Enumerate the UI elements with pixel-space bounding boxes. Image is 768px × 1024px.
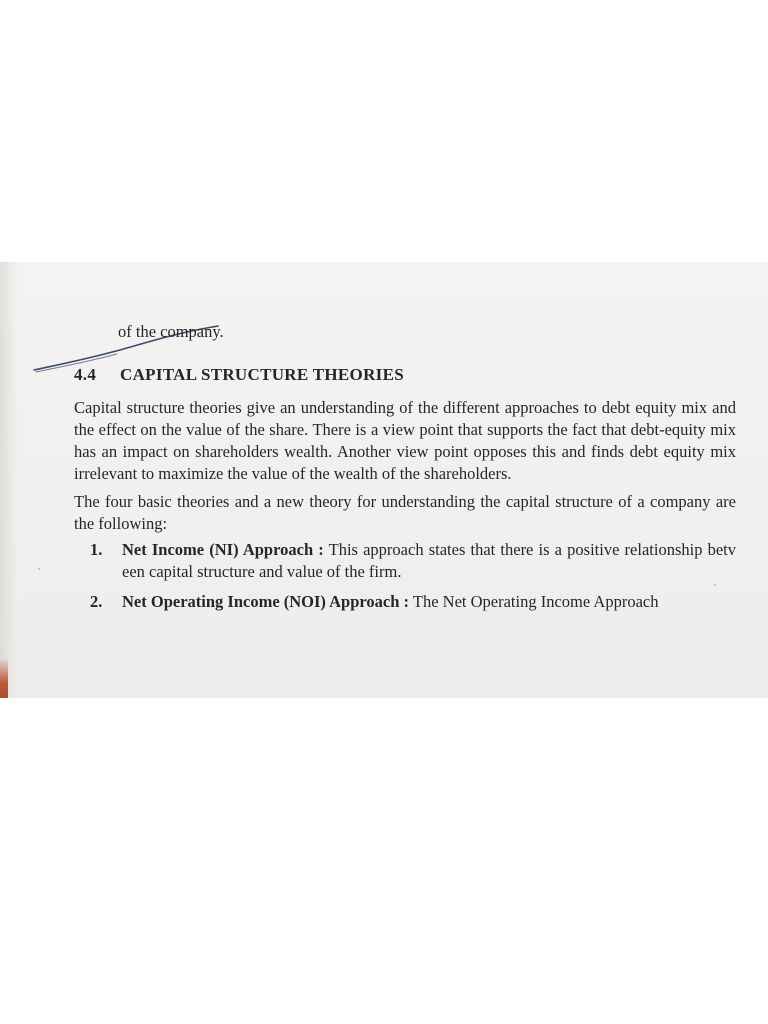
section-number: 4.4: [74, 365, 97, 384]
list-item-term: Net Operating Income (NOI) Approach :: [122, 592, 410, 611]
page-edge-tint: [0, 658, 8, 698]
paragraph-theories: The four basic theories and a new theory for understanding the capital structure of a company are the following:: [74, 492, 736, 533]
page-edge-shadow: [0, 262, 18, 698]
list-item: [90, 539, 736, 583]
list-item-index: 1.: [90, 540, 103, 559]
paper-speck: [38, 568, 40, 570]
list-item-text: This approach states that there is a positive relationship betv een capital structure and value of the firm.: [122, 540, 736, 581]
list-item-index: 2.: [90, 592, 103, 611]
previous-page-text: of the company.: [118, 322, 224, 341]
list-item: [90, 591, 736, 613]
section-title: CAPITAL STRUCTURE THEORIES: [120, 365, 404, 384]
theory-list: [90, 539, 736, 621]
paragraph-intro: Capital structure theories give an understanding of the different approaches to debt equity mix and the effect on the value of the share. There is a view point that supports the fact that debt-equity mix has an impact on shareholders wealth. Another view point opposes this and finds debt equity mix irrelevant to maximize the value of the wealth of the shareholders.: [74, 398, 736, 483]
paper-speck: [714, 584, 716, 586]
section-heading: [74, 365, 404, 385]
list-item-term: Net Income (NI) Approach :: [122, 540, 324, 559]
list-item-text: The Net Operating Income Approach: [412, 592, 659, 611]
